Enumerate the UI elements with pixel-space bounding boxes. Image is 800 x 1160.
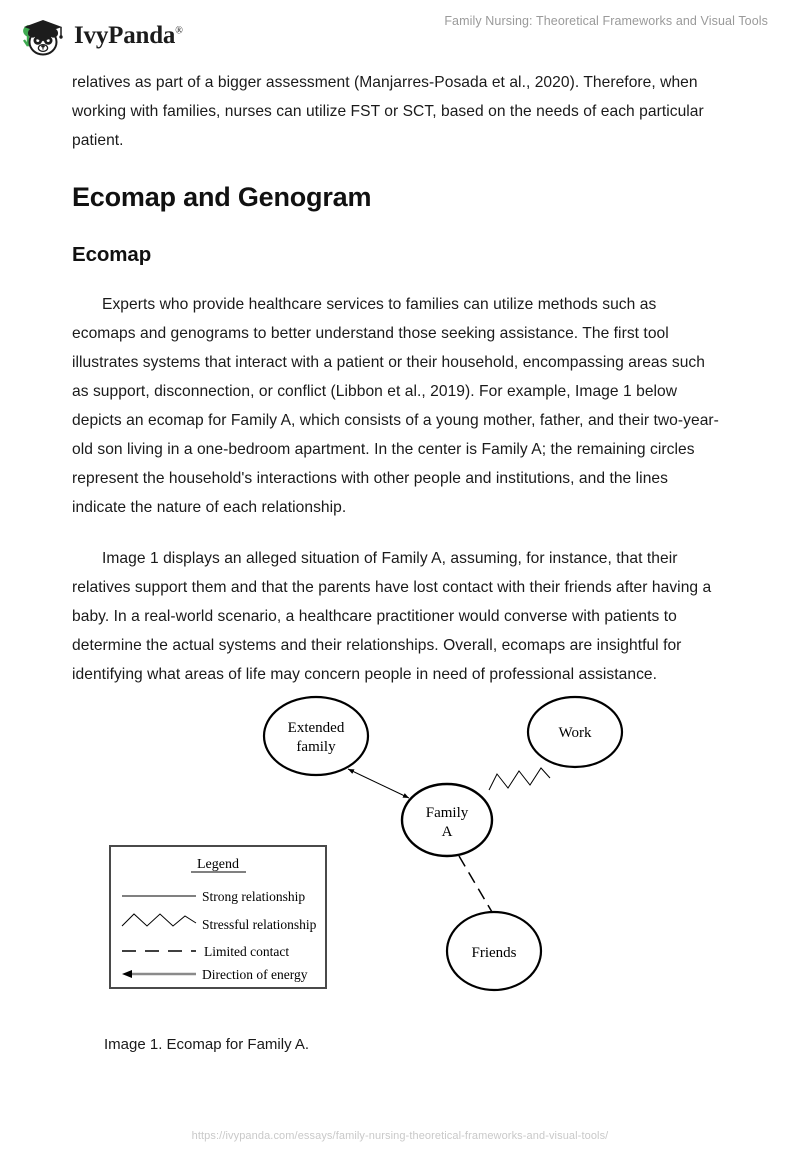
- legend-item-limited-contact-label: Limited contact: [204, 944, 290, 959]
- document-body: [72, 68, 720, 695]
- figure-ecomap-diagram: [0, 660, 800, 1010]
- paragraph-ecomap-1: Experts who provide healthcare services to families can utilize methods such as ecomaps and genograms to better understand those seeking assistance. The first tool illustrates systems that interact with a patient or their household, encompassing areas such as support, disconnection, or conflict (Libbon et al., 2019). For example, Image 1 below depicts an ecomap for Family A, which consists of a young mother, father, and their two-year-old son living in a one-bedroom apartment. In the center is Family A; the remaining circles represent the household's interactions with other people and institutions, and the lines indicate the nature of each relationship.: [72, 295, 719, 516]
- node-extended-family-label-line2: family: [296, 739, 336, 755]
- panda-graduate-icon: [16, 12, 70, 58]
- brand-name: [74, 23, 183, 48]
- paragraph-ecomap-2: Image 1 displays an alleged situation of Family A, assuming, for instance, that their relatives support them and that the parents have lost contact with their friends after having a baby. In a real-world scenario, a healthcare practitioner would converse with patients to determine the actual systems and their relationships. Overall, ecomaps are insightful for identifying what areas of life may concern people in need of professional assistance.: [72, 549, 712, 683]
- node-work-label: Work: [558, 725, 592, 741]
- legend-item-stressful-relationship-label: Stressful relationship: [202, 917, 317, 932]
- node-friends-label: Friends: [471, 945, 517, 961]
- node-friends[interactable]: [447, 912, 541, 990]
- node-family-a-label-line2: A: [441, 824, 453, 840]
- connection-family-a-friends: [459, 856, 492, 912]
- figure-legend: [110, 846, 326, 988]
- figure-caption: Image 1. Ecomap for Family A.: [104, 1036, 310, 1053]
- page-footer: [0, 1126, 800, 1144]
- connection-family-a-extended-family: [348, 769, 409, 798]
- brand-name-text: IvyPanda: [74, 21, 176, 49]
- brand-logo[interactable]: [16, 12, 183, 58]
- page-header: [0, 0, 800, 62]
- page-title: Ecomap and Genogram: [72, 182, 372, 212]
- node-extended-family[interactable]: [264, 697, 368, 775]
- connection-family-a-work: [489, 768, 550, 790]
- legend-item-direction-of-energy-label: Direction of energy: [202, 967, 308, 982]
- node-extended-family-label-line1: Extended: [287, 720, 345, 736]
- legend-title: Legend: [197, 857, 239, 872]
- section-heading-ecomap: Ecomap: [72, 243, 152, 267]
- paragraph-continuation: relatives as part of a bigger assessment (Manjarres-Posada et al., 2020). Therefore, when working with families, nurses can utilize FST or SCT, based on the needs of each particular patient.: [72, 74, 704, 149]
- node-work[interactable]: [528, 697, 622, 767]
- legend-item-strong-relationship-label: Strong relationship: [202, 889, 306, 904]
- footer-source-url[interactable]: https://ivypanda.com/essays/family-nursing-theoretical-frameworks-and-visual-tools/: [191, 1130, 609, 1142]
- node-family-a[interactable]: [402, 784, 492, 856]
- header-document-title: Family Nursing: Theoretical Frameworks and Visual Tools: [444, 14, 768, 28]
- registered-trademark-icon: ®: [175, 25, 183, 37]
- node-family-a-label-line1: Family: [425, 805, 469, 821]
